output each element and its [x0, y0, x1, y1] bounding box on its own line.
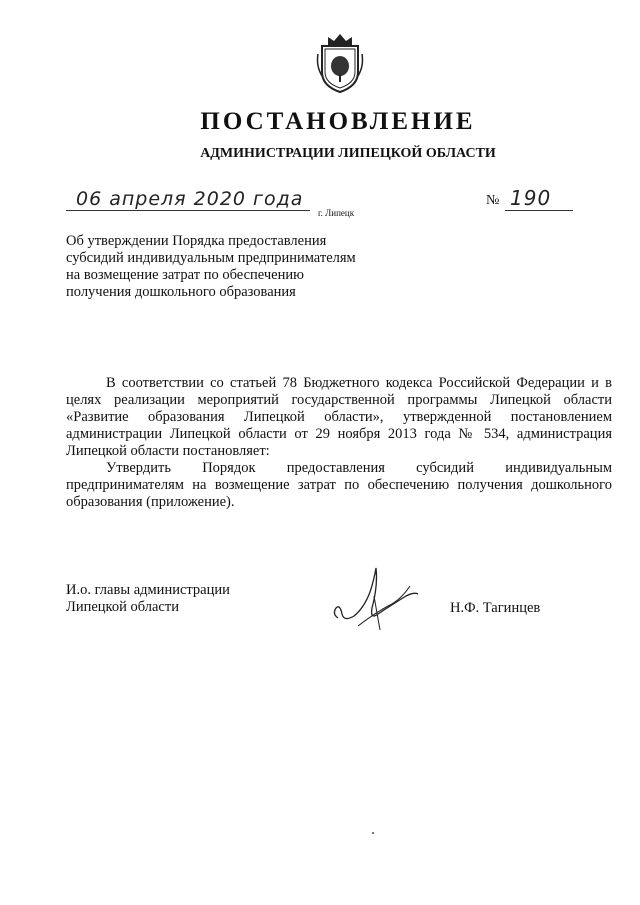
issuing-authority: АДМИНИСТРАЦИИ ЛИПЕЦКОЙ ОБЛАСТИ [200, 146, 496, 161]
coat-of-arms-emblem [314, 32, 366, 94]
subject-heading [66, 233, 396, 301]
subject-line: на возмещение затрат по обеспечению [66, 267, 304, 283]
subject-line: получения дошкольного образования [66, 284, 296, 300]
subject-line: субсидий индивидуальным предпринимателям [66, 250, 356, 266]
document-title: ПОСТАНОВЛЕНИЕ [200, 108, 476, 135]
number-underline [505, 210, 573, 211]
handwritten-number: 190 [510, 186, 552, 210]
handwritten-signature [318, 556, 428, 636]
body-paragraph: Утвердить Порядок предоставления субсидий индивидуальным предпринимателям на возмещение затрат по обеспечению получения дошкольного образования (приложение). [66, 460, 612, 510]
subject-line: Об утверждении Порядка предоставления [66, 233, 327, 249]
scan-speck [372, 832, 374, 834]
number-sign: № [486, 193, 500, 208]
position-line: Липецкой области [66, 599, 179, 615]
position-line: И.о. главы администрации [66, 582, 230, 598]
document-body [66, 375, 612, 511]
city-label: г. Липецк [318, 208, 355, 218]
body-paragraph: В соответствии со статьей 78 Бюджетного кодекса Российской Федерации и в целях реализации мероприятий государственной программы Липецкой области «Развитие образования Липецкой области», утвержденной постановлением администрации Липецкой области от 29 ноября 2013 года № 534, администрация Липецкой области постановляет: [66, 375, 612, 459]
date-underline [66, 210, 310, 211]
signatory-name: Н.Ф. Тагинцев [450, 600, 541, 616]
signatory-position [66, 582, 230, 616]
handwritten-date: 06 апреля 2020 года [76, 188, 304, 210]
